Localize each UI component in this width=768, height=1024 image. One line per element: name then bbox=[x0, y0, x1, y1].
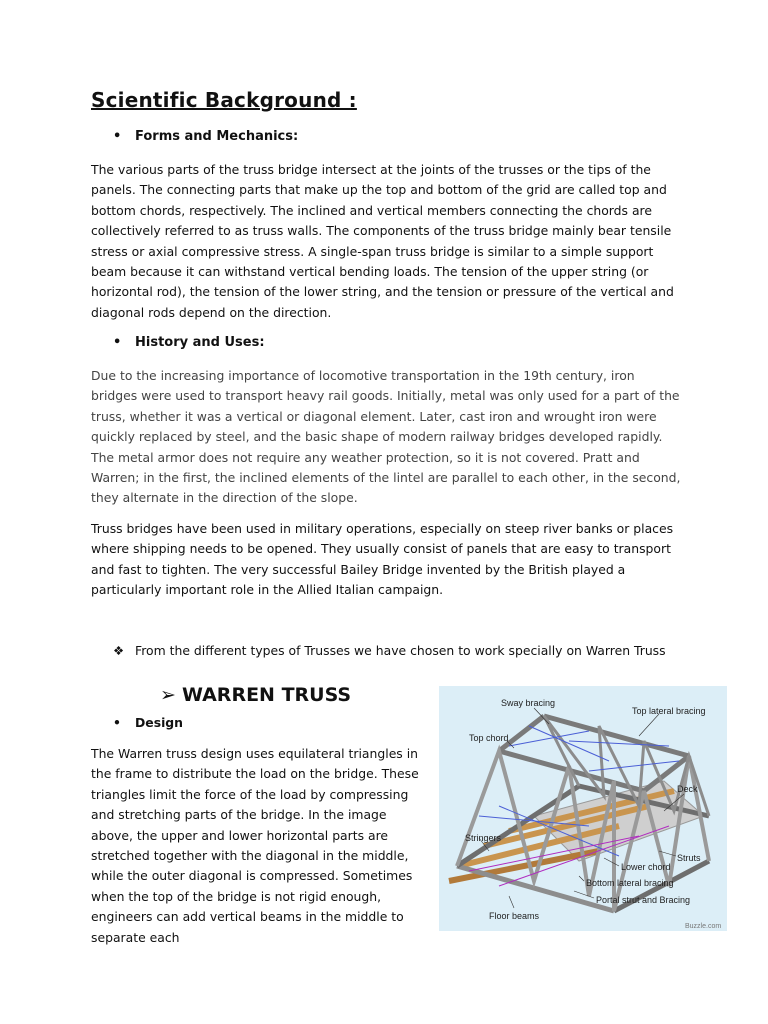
label-credit: Buzzle.com bbox=[685, 923, 722, 930]
forms-paragraph: The various parts of the truss bridge intersect at the joints of the trusses or the tips of the panels. The connecting parts that make up the top and bottom of the grid are called top and bottom chords, respectively. The inclined and vertical members connecting the chords are collectively referred to as truss walls. The components of the truss bridge mainly bear tensile stress or axial compressive stress. A single-span truss bridge is similar to a simple support beam because it can withstand vertical bending loads. The tension of the upper string (or horizontal rod), the tension of the lower string, and the tension or pressure of the vertical and diagonal rods depend on the direction. bbox=[91, 162, 674, 320]
label-lower-chord: Lower chord bbox=[621, 862, 671, 872]
diamond-bullet-icon: ❖ bbox=[113, 643, 125, 658]
military-paragraph: Truss bridges have been used in military operations, especially on steep river banks or places where shipping needs to be opened. They usually consist of panels that are easy to transport and fast to tighten. The very successful Bailey Bridge invented by the British played a particularly important role in the Allied Italian campaign. bbox=[91, 521, 674, 598]
forms-heading-bullet bbox=[113, 129, 298, 144]
history-heading-bullet bbox=[113, 335, 265, 350]
chosen-truss-note bbox=[113, 643, 666, 658]
page-title: Scientific Background : bbox=[91, 88, 357, 112]
warren-heading-row bbox=[160, 684, 351, 706]
truss-diagram-svg bbox=[439, 686, 727, 931]
chosen-truss-text: From the different types of Trusses we have chosen to work specially on Warren Truss bbox=[135, 643, 666, 658]
warren-heading: WARREN TRUSS bbox=[182, 684, 352, 706]
label-stringers: Stringers bbox=[465, 833, 502, 843]
label-sway-bracing: Sway bracing bbox=[501, 698, 556, 708]
label-floor-beams: Floor beams bbox=[489, 911, 540, 921]
label-top-chord: Top chord bbox=[469, 733, 509, 743]
arrow-bullet-icon: ➢ bbox=[160, 684, 176, 706]
design-paragraph: The Warren truss design uses equilateral triangles in the frame to distribute the load on the bridge. These triangles limit the force of the load by compressing and stretching parts of the bridge. In the image above, the upper and lower horizontal parts are stretched together with the diagonal in the middle, while the outer diagonal is compressed. Sometimes when the top of the bridge is not rigid enough, engineers can add vertical beams in the middle to separate each bbox=[91, 746, 419, 945]
bullet-icon: • bbox=[113, 715, 121, 730]
bullet-icon: • bbox=[113, 335, 122, 350]
history-paragraph: Due to the increasing importance of locomotive transportation in the 19th century, iron bridges were used to transport heavy rail goods. Initially, metal was only used for a part of the truss, whether it was a vertical or diagonal element. Later, cast iron and wrought iron were quickly replaced by steel, and the basic shape of modern railway bridges developed rapidly. The metal armor does not require any weather protection, so it is not covered. Pratt and Warren; in the first, the inclined elements of the lintel are parallel to each other, in the second, they alternate in the direction of the slope. bbox=[91, 368, 681, 506]
label-bottom-lateral-bracing: Bottom lateral bracing bbox=[586, 878, 674, 888]
label-top-lateral-bracing: Top lateral bracing bbox=[632, 706, 706, 716]
design-heading: Design bbox=[135, 715, 184, 730]
history-heading: History and Uses: bbox=[135, 335, 265, 350]
truss-bridge-diagram bbox=[439, 686, 727, 931]
label-struts: Struts bbox=[677, 853, 701, 863]
bullet-icon: • bbox=[113, 129, 122, 144]
label-portal-strut: Portal strut and Bracing bbox=[596, 895, 691, 905]
label-deck: Deck bbox=[677, 784, 698, 794]
design-heading-row bbox=[113, 715, 183, 730]
forms-heading: Forms and Mechanics: bbox=[135, 129, 299, 144]
